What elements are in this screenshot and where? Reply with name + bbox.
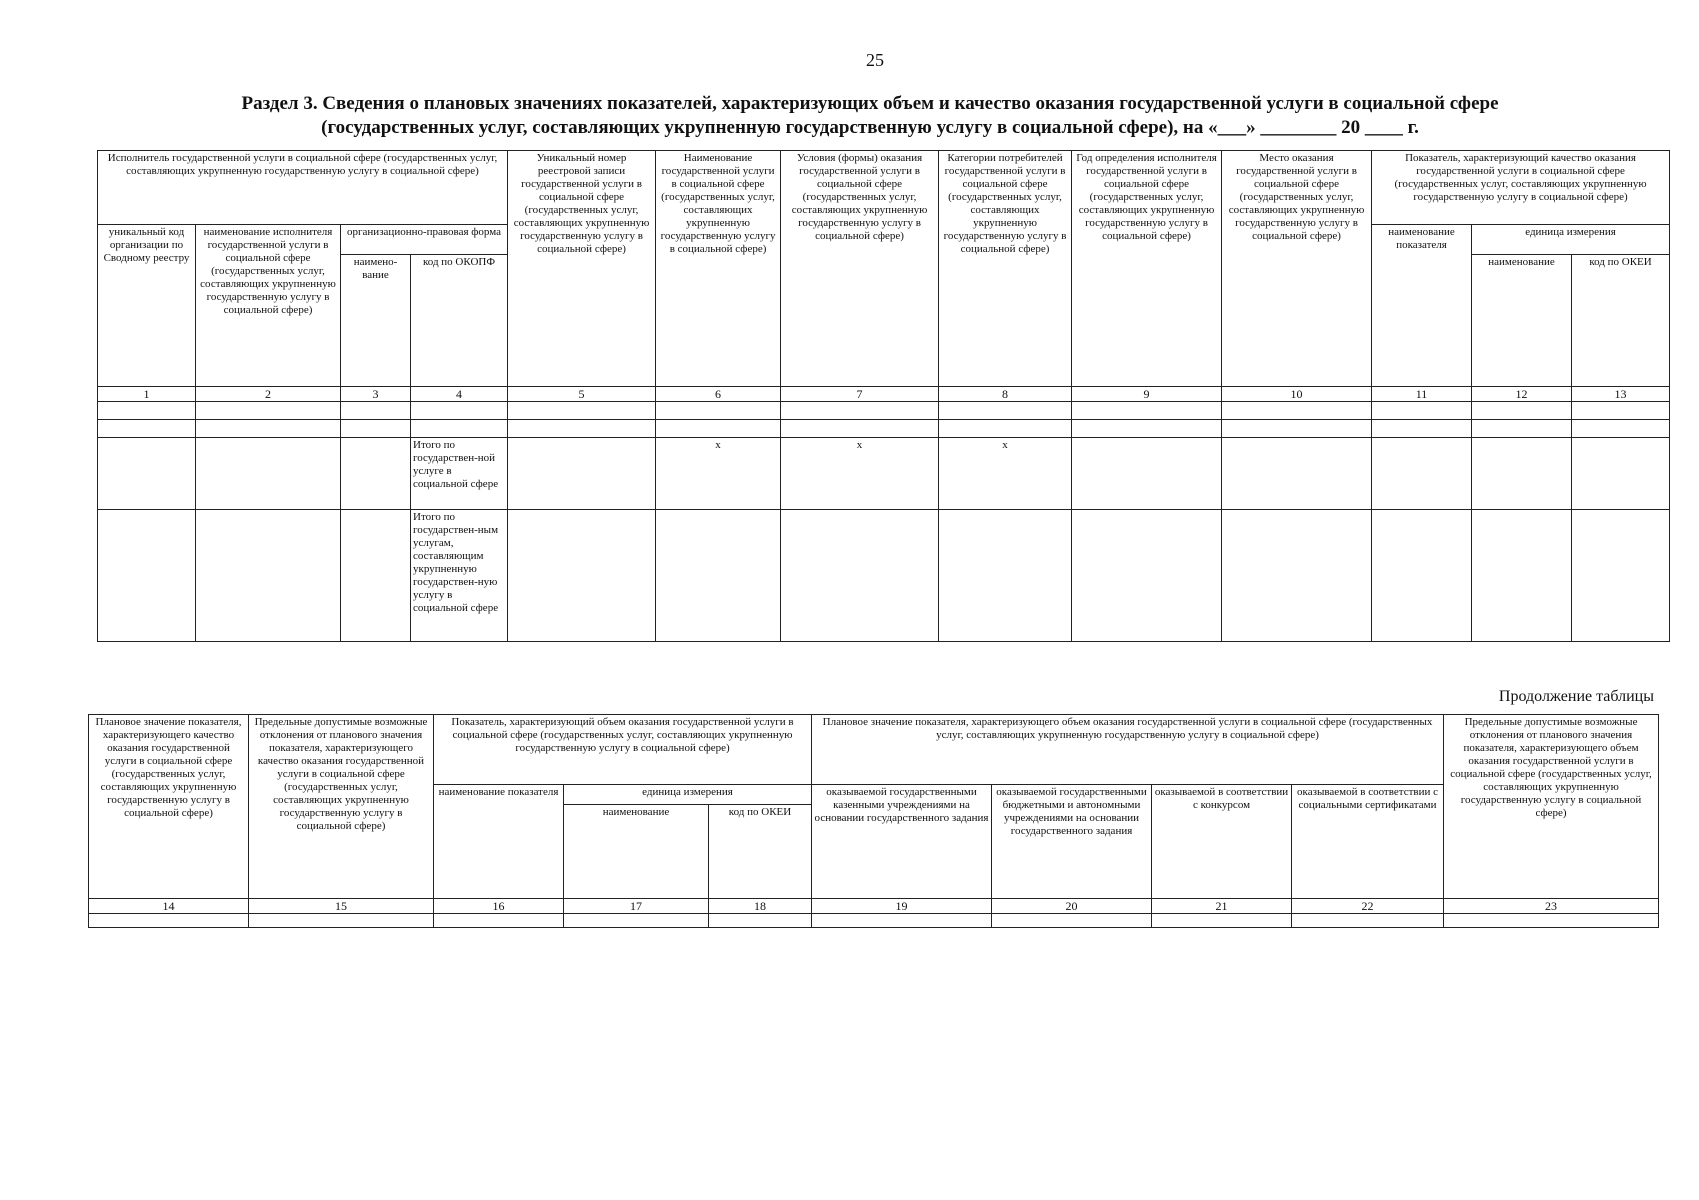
column-number: 6 — [656, 387, 781, 402]
column-number: 1 — [98, 387, 196, 402]
header-planned-volume-value: Плановое значение показателя, характеризующего объем оказания государственной услуги в социальной сфере (государственных услуг, составляющих укрупненную государственную услугу в социальной сфере) — [812, 715, 1444, 785]
column-number: 10 — [1222, 387, 1372, 402]
header-quality-indicator: Показатель, характеризующий качество оказания государственной услуги в социальной сфере (государственных услуг, составляющих укрупненную государственную услугу в социальной сфере) — [1372, 151, 1670, 225]
table-row — [89, 914, 1659, 928]
column-number: 2 — [196, 387, 341, 402]
header-quality-deviation: Предельные допустимые возможные отклонения от планового значения показателя, характеризующего качество оказания государственной услуги в социальной сфере (государственных услуг, составляющих укрупненную государственную услугу в социальной сфере) — [249, 715, 434, 899]
header-quality-indicator-name: наименование показателя — [1372, 225, 1472, 387]
service-total-label: Итого по государствен-ной услуге в социальной сфере — [411, 438, 508, 510]
section-title-line-1: Раздел 3. Сведения о плановых значениях показателей, характеризующих объем и качество оказания государственной услуги в социальной сфере — [241, 93, 1499, 114]
column-number: 19 — [812, 899, 992, 914]
header-executor-year: Год определения исполнителя государственной услуги в социальной сфере (государственных услуг, составляющих укрупненную государственную услугу в социальной сфере) — [1072, 151, 1222, 387]
header-org-legal-form: организационно-правовая форма — [341, 225, 508, 255]
column-number: 4 — [411, 387, 508, 402]
planned-values-table — [97, 150, 1670, 642]
x-mark: x — [939, 438, 1072, 510]
header-registry-number: Уникальный номер реестровой записи государственной услуги в социальной сфере (государственных услуг, составляющих укрупненную государственную услугу в социальной сфере) — [508, 151, 656, 387]
section-title-line-2: (государственных услуг, составляющих укрупненную государственную услугу в социальной сфере), на «___» ________ 20 ____ г. — [321, 117, 1419, 138]
header-state-institutions: оказываемой государственными казенными учреждениями на основании государственного задания — [812, 785, 992, 899]
column-number: 21 — [1152, 899, 1292, 914]
header-social-certificates: оказываемой в соответствии с социальными сертификатами — [1292, 785, 1444, 899]
column-number: 9 — [1072, 387, 1222, 402]
column-number: 22 — [1292, 899, 1444, 914]
table-row — [98, 402, 1670, 420]
section-title — [160, 92, 1580, 140]
header-org-form-name: наимено-вание — [341, 255, 411, 387]
service-total-row — [98, 438, 1670, 510]
planned-values-table-continuation — [88, 714, 1659, 928]
header-volume-okei-code: код по ОКЕИ — [709, 805, 812, 899]
header-volume-deviation: Предельные допустимые возможные отклонения от планового значения показателя, характеризующего объем оказания государственной услуги в социальной сфере (государственных услуг, составляющих укрупненную государственную услугу в социальной сфере) — [1444, 715, 1659, 899]
column-number: 14 — [89, 899, 249, 914]
header-service-name: Наименование государственной услуги в социальной сфере (государственных услуг, составляющих укрупненную государственную услугу в социальной сфере) — [656, 151, 781, 387]
services-total-label: Итого по государствен-ным услугам, составляющим укрупненную государствен-ную услугу в социальной сфере — [411, 510, 508, 642]
header-executor-name: наименование исполнителя государственной услуги в социальной сфере (государственных услуг, составляющих укрупненную государственную услугу в социальной сфере) — [196, 225, 341, 387]
column-number: 13 — [1572, 387, 1670, 402]
table-continuation-label: Продолжение таблицы — [1498, 688, 1654, 705]
header-competition: оказываемой в соответствии с конкурсом — [1152, 785, 1292, 899]
header-volume-indicator-name: наименование показателя — [434, 785, 564, 899]
header-volume-unit-name: наименование — [564, 805, 709, 899]
column-number: 18 — [709, 899, 812, 914]
header-okopf-code: код по ОКОПФ — [411, 255, 508, 387]
header-unique-code: уникальный код организации по Сводному реестру — [98, 225, 196, 387]
table-row — [98, 420, 1670, 438]
column-number: 12 — [1472, 387, 1572, 402]
header-executor: Исполнитель государственной услуги в социальной сфере (государственных услуг, составляющих укрупненную государственную услугу в социальной сфере) — [98, 151, 508, 225]
column-number: 16 — [434, 899, 564, 914]
column-numbers-row — [98, 387, 1670, 402]
column-number: 20 — [992, 899, 1152, 914]
header-planned-quality-value: Плановое значение показателя, характеризующего качество оказания государственной услуги в социальной сфере (государственных услуг, составляющих укрупненную государственную услугу в социальной сфере) — [89, 715, 249, 899]
column-numbers-row — [89, 899, 1659, 914]
header-service-place: Место оказания государственной услуги в социальной сфере (государственных услуг, составляющих укрупненную государственную услугу в социальной сфере) — [1222, 151, 1372, 387]
page-number: 25 — [866, 50, 884, 70]
header-budget-institutions: оказываемой государственными бюджетными и автономными учреждениями на основании государственного задания — [992, 785, 1152, 899]
header-volume-unit: единица измерения — [564, 785, 812, 805]
column-number: 7 — [781, 387, 939, 402]
header-quality-okei-code: код по ОКЕИ — [1572, 255, 1670, 387]
column-number: 3 — [341, 387, 411, 402]
header-quality-unit-name: наименование — [1472, 255, 1572, 387]
header-volume-indicator: Показатель, характеризующий объем оказания государственной услуги в социальной сфере (государственных услуг, составляющих укрупненную государственную услугу в социальной сфере) — [434, 715, 812, 785]
column-number: 23 — [1444, 899, 1659, 914]
header-consumer-categories: Категории потребителей государственной услуги в социальной сфере (государственных услуг, составляющих укрупненную государственную услугу в социальной сфере) — [939, 151, 1072, 387]
header-quality-unit: единица измерения — [1472, 225, 1670, 255]
header-conditions: Условия (формы) оказания государственной услуги в социальной сфере (государственных услуг, составляющих укрупненную государственную услугу в социальной сфере) — [781, 151, 939, 387]
column-number: 11 — [1372, 387, 1472, 402]
services-total-row — [98, 510, 1670, 642]
x-mark: x — [656, 438, 781, 510]
column-number: 17 — [564, 899, 709, 914]
x-mark: x — [781, 438, 939, 510]
column-number: 8 — [939, 387, 1072, 402]
column-number: 5 — [508, 387, 656, 402]
column-number: 15 — [249, 899, 434, 914]
